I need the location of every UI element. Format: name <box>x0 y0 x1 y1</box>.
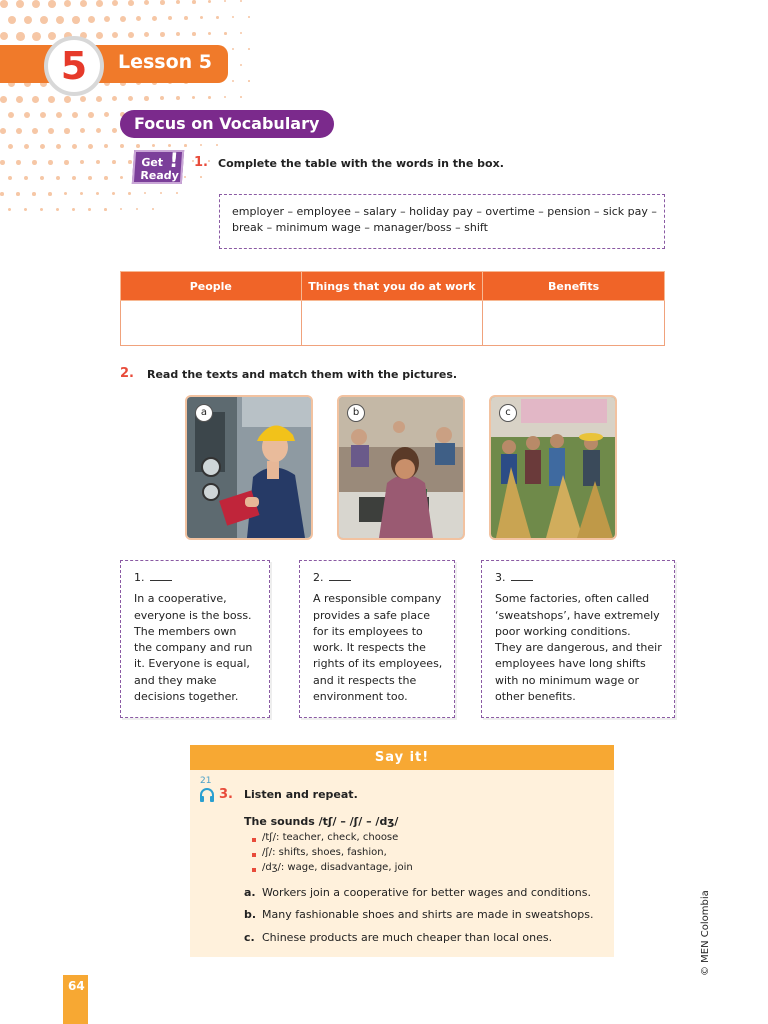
audio-track-number: 21 <box>200 776 212 786</box>
word-box-line-1: employer – employee – salary – holiday pay – overtime – pension – sick pay – <box>232 205 657 218</box>
sentence-a-text: Workers join a cooperative for better wages and conditions. <box>262 886 591 899</box>
photo-b <box>337 395 465 540</box>
card-1-line: the company and run <box>134 641 253 655</box>
sentence-b-text: Many fashionable shoes and shirts are made in sweatshops. <box>262 908 594 921</box>
exercise-3-instruction: Listen and repeat. <box>244 788 358 801</box>
card-1-line: and they make <box>134 673 217 687</box>
section-title: Focus on Vocabulary <box>120 110 334 138</box>
bullet-icon <box>252 838 256 842</box>
card-1-line: everyone is the boss. <box>134 608 252 622</box>
sound-item: /dʒ/: wage, disadvantage, join <box>262 862 413 873</box>
lesson-title: Lesson 5 <box>118 51 213 73</box>
card-2-line: work. It respects the <box>313 641 426 655</box>
page-number: 64 <box>63 975 88 1024</box>
say-it-panel <box>190 745 614 957</box>
card-3-line: employees have long shifts <box>495 657 646 671</box>
table-header-people: People <box>121 272 302 301</box>
photo-label-a: a <box>195 404 213 422</box>
card-1-number: 1. <box>134 571 145 584</box>
card-3-number: 3. <box>495 571 506 584</box>
table-header-benefits: Benefits <box>483 272 665 301</box>
card-1-line: decisions together. <box>134 690 239 704</box>
exercise-3-number: 3. <box>219 787 233 802</box>
card-2-line: and it respects the <box>313 673 417 687</box>
card-2-line: rights of its employees, <box>313 657 443 671</box>
sound-item: /ʃ/: shifts, shoes, fashion, <box>262 847 387 858</box>
bullet-icon <box>252 853 256 857</box>
card-2-number: 2. <box>313 571 324 584</box>
word-box <box>219 194 665 249</box>
card-2-line: for its employees to <box>313 624 423 638</box>
get-ready-badge <box>132 150 184 184</box>
text-card-1 <box>120 560 270 718</box>
card-3-line: Some factories, often called <box>495 592 650 606</box>
photo-c <box>489 395 617 540</box>
card-3-line: with no minimum wage or <box>495 673 639 687</box>
photo-a <box>185 395 313 540</box>
table-cell-things[interactable] <box>301 301 483 346</box>
card-3-line: They are dangerous, and their <box>495 641 662 655</box>
sentence-c-text: Chinese products are much cheaper than local ones. <box>262 931 553 944</box>
card-1-answer-blank[interactable] <box>150 580 172 581</box>
copyright-credit: © MEN Colombia <box>700 890 711 976</box>
sounds-heading: The sounds /tʃ/ – /ʃ/ – /dʒ/ <box>244 815 399 828</box>
photo-label-b: b <box>347 404 365 422</box>
card-3-line: poor working conditions. <box>495 624 631 638</box>
card-2-line: A responsible company <box>313 592 442 606</box>
table-cell-people[interactable] <box>121 301 302 346</box>
photo-label-c: c <box>499 404 517 422</box>
lesson-number: 5 <box>60 44 88 88</box>
get-ready-mark: ! <box>168 148 180 172</box>
sentence-c-letter: c. <box>244 931 255 944</box>
bullet-icon <box>252 868 256 872</box>
vocabulary-table <box>120 271 665 346</box>
card-2-line: environment too. <box>313 690 408 704</box>
exercise-2-instruction: Read the texts and match them with the pictures. <box>147 368 458 381</box>
card-2-answer-blank[interactable] <box>329 580 351 581</box>
card-1-line: In a cooperative, <box>134 592 227 606</box>
card-2-line: provides a safe place <box>313 608 430 622</box>
exercise-1-number: 1. <box>194 155 208 170</box>
exercise-2-number: 2. <box>120 366 134 381</box>
sentence-a-letter: a. <box>244 886 256 899</box>
card-3-line: ‘sweatshops’, have extremely <box>495 608 660 622</box>
card-1-line: it. Everyone is equal, <box>134 657 250 671</box>
table-header-things: Things that you do at work <box>301 272 483 301</box>
exercise-1-instruction: Complete the table with the words in the box. <box>218 157 504 170</box>
sentence-b-letter: b. <box>244 908 257 921</box>
sound-item: /tʃ/: teacher, check, choose <box>262 832 399 843</box>
text-card-3 <box>481 560 675 718</box>
table-cell-benefits[interactable] <box>483 301 665 346</box>
word-box-line-2: break – minimum wage – manager/boss – shift <box>232 221 488 234</box>
get-ready-line1: Get <box>140 156 164 169</box>
headphones-icon[interactable] <box>198 786 216 804</box>
card-3-answer-blank[interactable] <box>511 580 533 581</box>
get-ready-line2: Ready <box>139 169 180 182</box>
card-3-line: other benefits. <box>495 690 576 704</box>
card-1-line: The members own <box>134 624 237 638</box>
say-it-title: Say it! <box>190 745 614 770</box>
text-card-2 <box>299 560 455 718</box>
